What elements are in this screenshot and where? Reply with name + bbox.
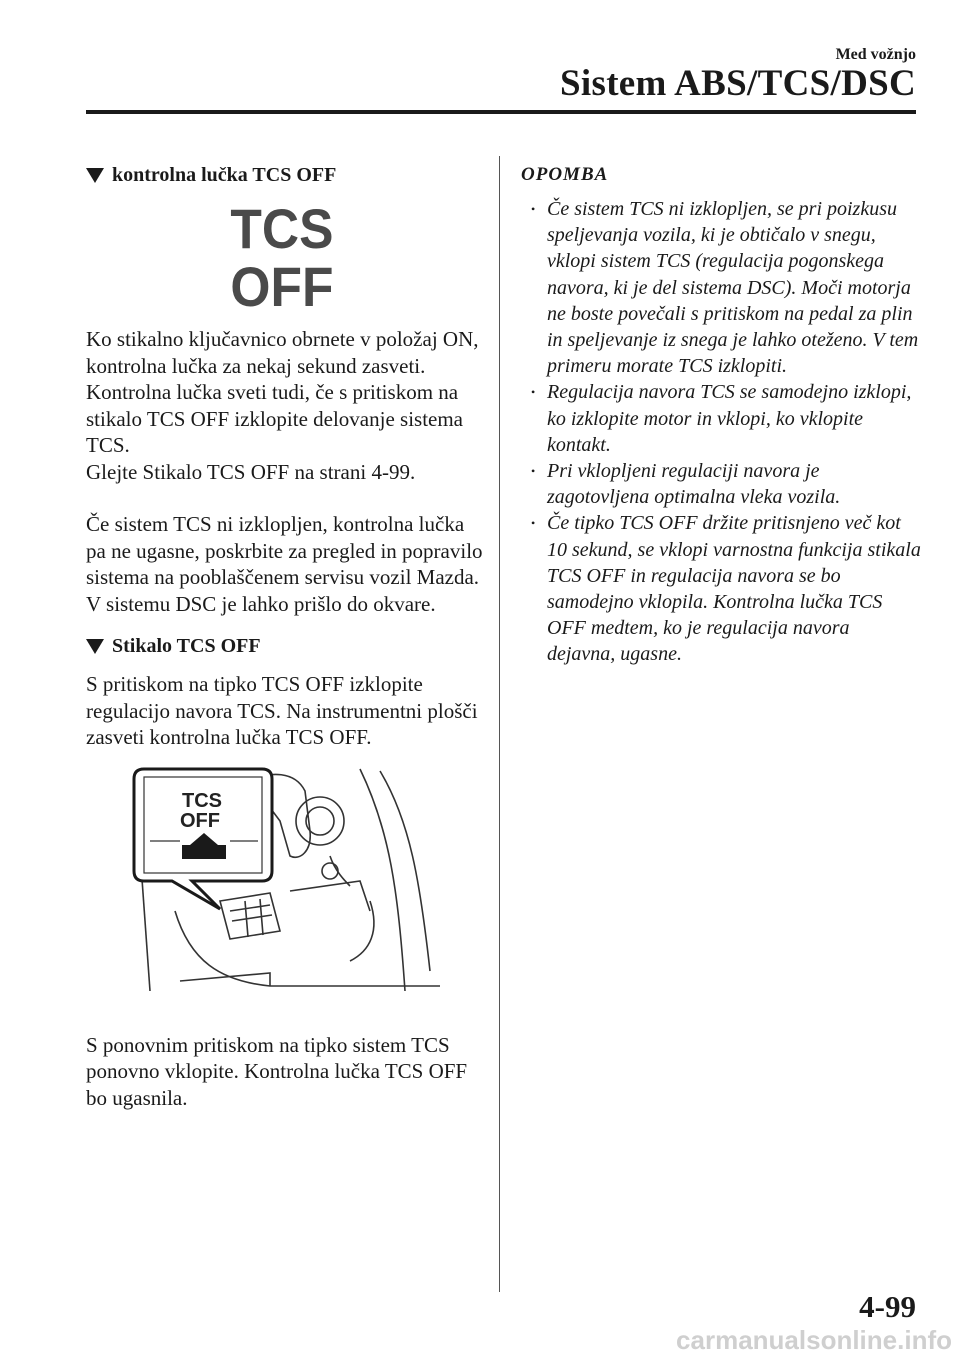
list-item: • Pri vklopljeni regulaciji navora je zagotovljena optimalna vleka vozila. (521, 458, 921, 510)
header-section-label: Med vožnjo (835, 46, 916, 63)
paragraph: Kontrolna lučka sveti tudi, če s pritiskom na stikalo TCS OFF izklopite delovanje sistema TCS. (86, 380, 464, 457)
list-item: • Če tipko TCS OFF držite pritisnjeno več kot 10 sekund, se vklopi varnostna funkcija stikala TCS OFF in regulacija navora se bo samodejno vklopila. Kontrolna lučka TCS OFF medtem, ko je regulacija navora dejavna, ugasne. (521, 510, 921, 667)
column-divider (499, 156, 500, 1292)
list-item: • Če sistem TCS ni izklopljen, se pri poizkusu speljevanja vozila, ki je obtičalo v snegu, vklopi sistem TCS (regulacija pogonskega navora, ki je del sistema DSC). Moči motorja ne boste povečali s pritiskom na pedal za plin in speljevanje iz snega je lahko oteženo. V tem primeru morate TCS izklopiti. (521, 196, 921, 379)
page-title: Sistem ABS/TCS/DSC (560, 63, 916, 104)
section-triangle-icon (86, 639, 104, 654)
paragraph: Če sistem TCS ni izklopljen, kontrolna lučka pa ne ugasne, poskrbite za pregled in popravilo sistema na pooblaščenem servisu vozil Mazda. V sistemu DSC je lahko prišlo do okvare. (86, 512, 483, 616)
paragraph: S pritiskom na tipko TCS OFF izklopite regulacijo navora TCS. Na instrumentni plošči zasveti kontrolna lučka TCS OFF. (86, 672, 478, 749)
indicator-line-2: OFF (230, 255, 334, 318)
section-triangle-icon (86, 168, 104, 183)
illustration-label-2: OFF (180, 809, 220, 832)
paragraph: S ponovnim pritiskom na tipko sistem TCS ponovno vklopite. Kontrolna lučka TCS OFF bo ugasnila. (86, 1032, 468, 1110)
right-column (521, 158, 921, 668)
section-heading-text: Stikalo TCS OFF (112, 635, 261, 657)
left-column (86, 158, 486, 1111)
page-number: 4-99 (859, 1289, 916, 1324)
header-rule (86, 110, 916, 114)
tcs-off-indicator-icon (230, 197, 334, 318)
paragraph: Ko stikalno ključavnico obrnete v položaj ON, kontrolna lučka za nekaj sekund zasveti. (86, 327, 479, 378)
section-heading-indicator (86, 158, 486, 192)
section-heading-text: kontrolna lučka TCS OFF (112, 164, 337, 186)
spacer (86, 485, 486, 511)
tcs-off-switch-illustration (120, 761, 460, 1001)
paragraph: Glejte Stikalo TCS OFF na strani 4-99. (86, 459, 416, 484)
section-heading-switch (86, 629, 486, 663)
note-list (521, 196, 921, 668)
indicator-line-1: TCS (230, 197, 334, 260)
note-title: OPOMBA (521, 164, 609, 185)
list-item: • Regulacija navora TCS se samodejno izklopi, ko izklopite motor in vklopi, ko vklopite kontakt. (521, 379, 921, 458)
watermark-link[interactable]: carmanualsonline.info (676, 1325, 952, 1355)
illustration-label-1: TCS (182, 789, 222, 812)
